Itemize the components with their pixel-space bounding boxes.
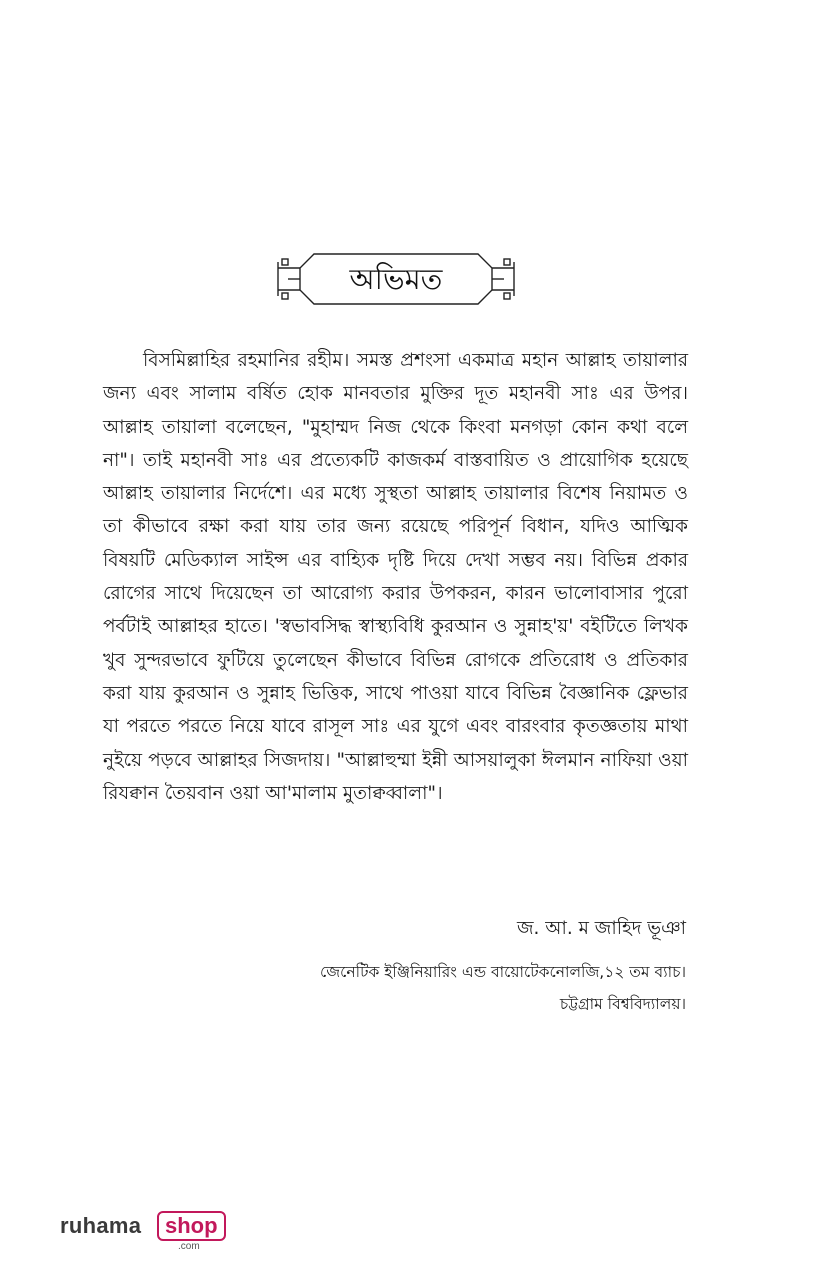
- author-name: জ. আ. ম জাহিদ ভূঞা: [516, 918, 686, 939]
- author-university: চট্টগ্রাম বিশ্ববিদ্যালয়।: [559, 995, 686, 1013]
- author-department: জেনেটিক ইঞ্জিনিয়ারিং এন্ড বায়োটেকনোলজি,১২ তম ব্যাচ।: [320, 963, 686, 981]
- logo-brand-right: shop: [157, 1211, 226, 1241]
- title-frame: [270, 246, 522, 312]
- body-text: [103, 344, 688, 810]
- page-title: অভিমত: [349, 262, 443, 296]
- body-paragraph: বিসমিল্লাহির রহমানির রহীম। সমস্ত প্রশংসা একমাত্র মহান আল্লাহ তায়ালার জন্য এবং সালাম বর্ষিত হোক মানবতার মুক্তির দূত মহানবী সাঃ এর উপর। আল্লাহ তায়ালা বলেছেন, "মুহাম্মদ নিজ থেকে কিংবা মনগড়া কোন কথা বলে না"। তাই মহানবী সাঃ এর প্রত্যেকটি কাজকর্ম বাস্তবায়িত ও প্রায়োগিক হয়েছে আল্লাহ তায়ালার নির্দেশে। এর মধ্যে সুস্থতা আল্লাহ তায়ালার বিশেষ নিয়ামত ও তা কীভাবে রক্ষা করা যায় তার জন্য রয়েছে পরিপূর্ন বিধান, যদিও আত্মিক বিষয়টি মেডিক্যাল সাইন্স এর বাহ্যিক দৃষ্টি দিয়ে দেখা সম্ভব নয়। বিভিন্ন প্রকার রোগের সাথে দিয়েছেন তা আরোগ্য করার উপকরন, কারন ভালোবাসার পুরো পর্বটাই আল্লাহর হাতে। 'স্বভাবসিদ্ধ স্বাস্থ্যবিধি কুরআন ও সুন্নাহ'য়' বইটিতে লিখক খুব সুন্দরভাবে ফুটিয়ে তুলেছেন কীভাবে বিভিন্ন রোগকে প্রতিরোধ ও প্রতিকার করা যায় কুরআন ও সুন্নাহ ভিত্তিক, সাথে পাওয়া যাবে বিভিন্ন বৈজ্ঞানিক ফ্লেভার যা পরতে পরতে নিয়ে যাবে রাসূল সাঃ এর যুগে এবং বারংবার কৃতজ্ঞতায় মাথা নুইয়ে পড়বে আল্লাহর সিজদায়। "আল্লাহুম্মা ইন্নী আসয়ালুকা ঈলমান নাফিয়া ওয়া রিযক্বান তৈয়বান ওয়া আ'মালাম মুতাক্বব্বালা"।: [103, 350, 688, 804]
- watermark-logo: [60, 1209, 230, 1252]
- logo-domain: .com: [178, 1241, 200, 1252]
- logo-brand-left: ruhama: [60, 1213, 142, 1238]
